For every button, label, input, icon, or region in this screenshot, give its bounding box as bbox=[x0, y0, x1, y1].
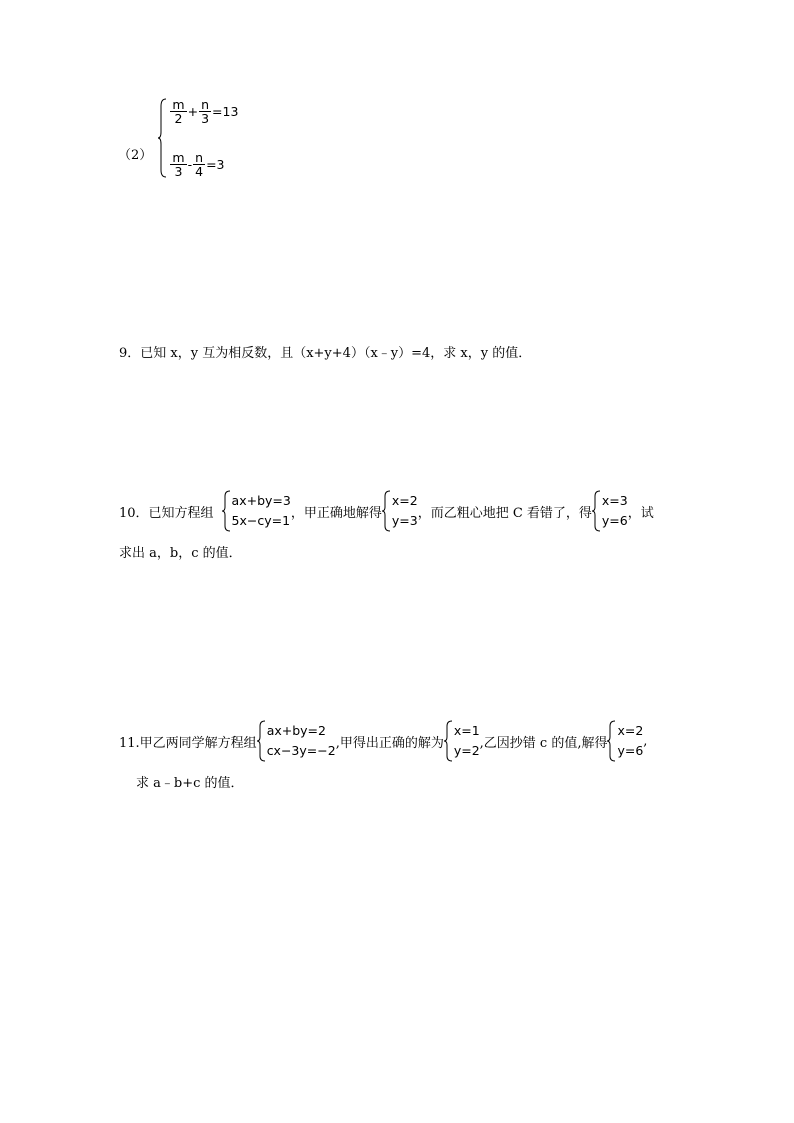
q10-solution-1 bbox=[382, 490, 418, 532]
q11-equation-system bbox=[257, 720, 336, 762]
equation-system bbox=[158, 98, 238, 178]
q11-mid2: ,乙因抄错 c 的值,解得 bbox=[479, 735, 608, 751]
fraction: $\frac{m}{3}$ bbox=[172, 150, 185, 179]
q11-suffix: , bbox=[643, 733, 648, 749]
left-brace-icon bbox=[222, 490, 231, 532]
fraction: $\frac{n}{4}$ bbox=[195, 150, 204, 179]
question-10 bbox=[119, 490, 654, 532]
left-brace-icon bbox=[444, 720, 453, 762]
equation-2: $\frac{m}{3}$ - $\frac{n}{4}$ =3 bbox=[172, 150, 225, 179]
solution-lines: x=2 y=3 bbox=[391, 493, 418, 528]
q11-prefix: 11.甲乙两同学解方程组 bbox=[119, 735, 257, 751]
equation: cx−3y=−2 bbox=[266, 743, 336, 758]
equation: ax+by=2 bbox=[266, 723, 326, 738]
solution-lines: x=3 y=6 bbox=[601, 493, 628, 528]
q10-solution-2 bbox=[592, 490, 628, 532]
left-brace-icon bbox=[257, 720, 266, 762]
fraction: $\frac{n}{3}$ bbox=[201, 97, 210, 126]
q10-system-lines bbox=[232, 491, 291, 531]
q10-suffix: ，试 bbox=[627, 505, 654, 521]
left-brace-icon bbox=[158, 98, 167, 178]
solution-lines: x=2 y=6 bbox=[617, 723, 644, 758]
q10-prefix: 10．已知方程组 bbox=[119, 505, 214, 521]
fraction: $\frac{m}{2}$ bbox=[172, 97, 185, 126]
q11-solution-1 bbox=[444, 720, 480, 762]
q10-equation-system bbox=[222, 490, 291, 532]
problem-part-2 bbox=[118, 98, 238, 178]
equation: ax+by=3 bbox=[231, 493, 291, 508]
q11-solution-2 bbox=[607, 720, 643, 762]
part-label: （2） bbox=[118, 147, 153, 163]
question-10-line-2: 求出 a，b，c 的值． bbox=[119, 546, 242, 561]
equation-list bbox=[169, 98, 238, 178]
solution-lines: x=1 y=2 bbox=[453, 723, 480, 758]
question-11-line-2: 求 a﹣b+c 的值． bbox=[136, 776, 244, 791]
q11-mid1: ,甲得出正确的解为 bbox=[335, 735, 444, 751]
q10-mid1: ，甲正确地解得 bbox=[290, 505, 382, 521]
left-brace-icon bbox=[607, 720, 616, 762]
q10-mid2: ，而乙粗心地把 C 看错了，得 bbox=[417, 505, 592, 521]
question-11 bbox=[119, 720, 647, 762]
q11-system-lines bbox=[267, 721, 336, 761]
left-brace-icon bbox=[382, 490, 391, 532]
equation-1: $\frac{m}{2}$ + $\frac{n}{3}$ =13 bbox=[172, 97, 239, 126]
question-9: 9．已知 x，y 互为相反数，且（x+y+4）（x﹣y）=4，求 x，y 的值． bbox=[119, 346, 532, 361]
equation: 5x−cy=1 bbox=[231, 513, 291, 528]
left-brace-icon bbox=[592, 490, 601, 532]
